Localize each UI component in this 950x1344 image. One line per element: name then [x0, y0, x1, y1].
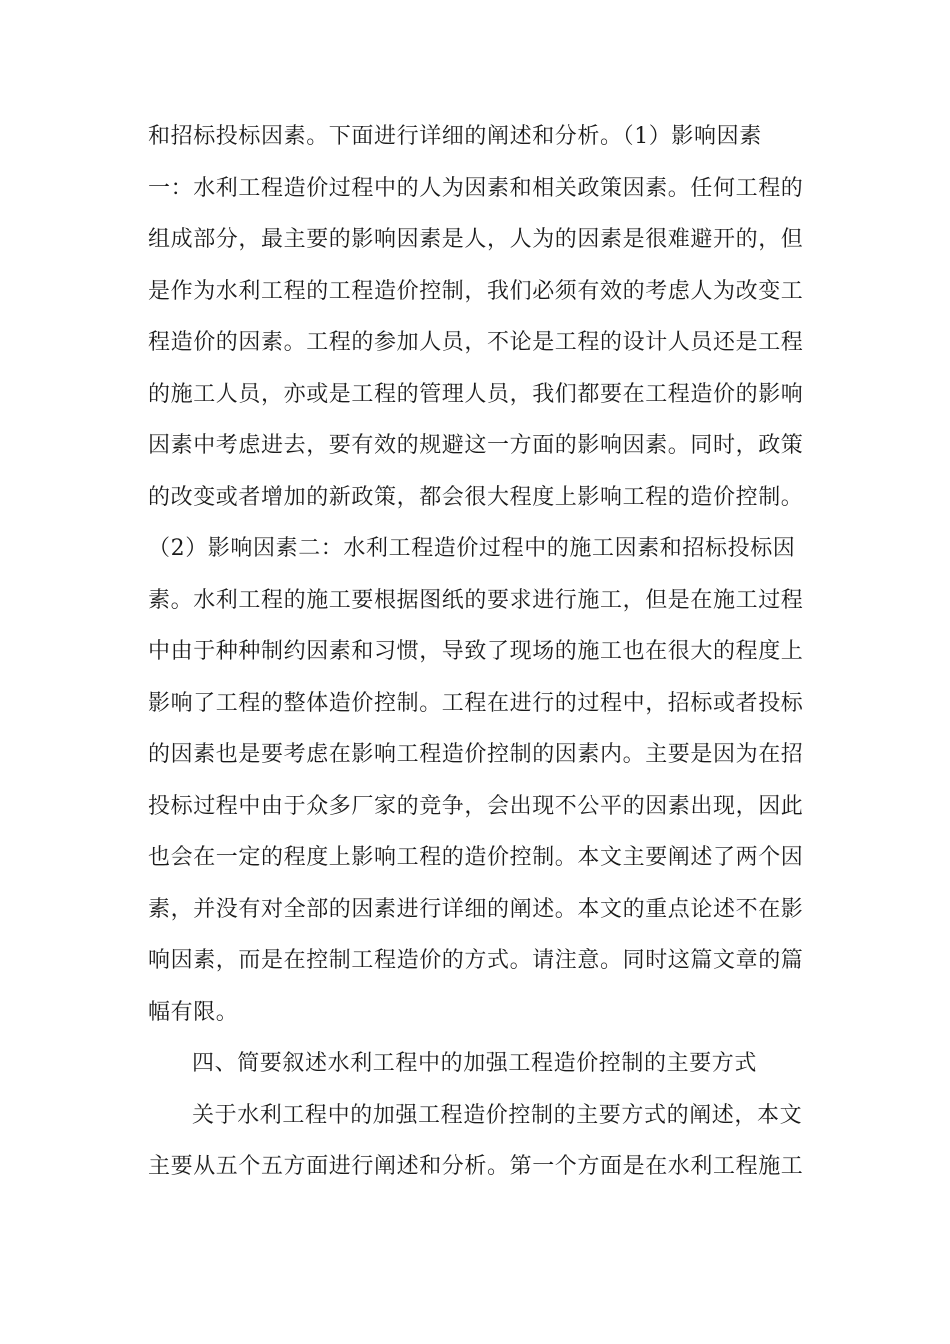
section-heading: 四、简要叙述水利工程中的加强工程造价控制的主要方式	[192, 1051, 758, 1076]
body-text-line: 程造价的因素。工程的参加人员，不论是工程的设计人员还是工程	[148, 330, 804, 355]
body-text-line: 响因素，而是在控制工程造价的方式。请注意。同时这篇文章的篇	[148, 948, 804, 973]
body-text-line: 一：水利工程造价过程中的人为因素和相关政策因素。任何工程的	[148, 176, 804, 201]
body-text-line: 因素中考虑进去，要有效的规避这一方面的影响因素。同时，政策	[148, 433, 804, 458]
body-text-line: 主要从五个五方面进行阐述和分析。第一个方面是在水利工程施工	[148, 1154, 804, 1179]
body-text-line: 是作为水利工程的工程造价控制，我们必须有效的考虑人为改变工	[148, 279, 804, 304]
body-text-line: 影响了工程的整体造价控制。工程在进行的过程中，招标或者投标	[148, 691, 804, 716]
body-text-line: 的因素也是要考虑在影响工程造价控制的因素内。主要是因为在招	[148, 742, 804, 767]
body-text-line: 组成部分，最主要的影响因素是人，人为的因素是很难避开的，但	[148, 227, 804, 252]
body-text-line: 也会在一定的程度上影响工程的造价控制。本文主要阐述了两个因	[148, 845, 804, 870]
body-text-line: （2）影响因素二：水利工程造价过程中的施工因素和招标投标因	[148, 536, 796, 561]
body-text-line: 中由于种种制约因素和习惯，导致了现场的施工也在很大的程度上	[148, 639, 804, 664]
body-text-line: 的改变或者增加的新政策，都会很大程度上影响工程的造价控制。	[148, 485, 804, 510]
body-text-line: 投标过程中由于众多厂家的竞争，会出现不公平的因素出现，因此	[148, 794, 804, 819]
body-text-line: 素，并没有对全部的因素进行详细的阐述。本文的重点论述不在影	[148, 897, 804, 922]
body-text-line: 的施工人员，亦或是工程的管理人员，我们都要在工程造价的影响	[148, 382, 804, 407]
body-text-line: 幅有限。	[148, 1000, 239, 1025]
paragraph-first-line: 关于水利工程中的加强工程造价控制的主要方式的阐述，本文	[192, 1103, 803, 1128]
body-text-line: 和招标投标因素。下面进行详细的阐述和分析。（1）影响因素	[148, 124, 762, 149]
body-text-line: 素。水利工程的施工要根据图纸的要求进行施工，但是在施工过程	[148, 588, 804, 613]
